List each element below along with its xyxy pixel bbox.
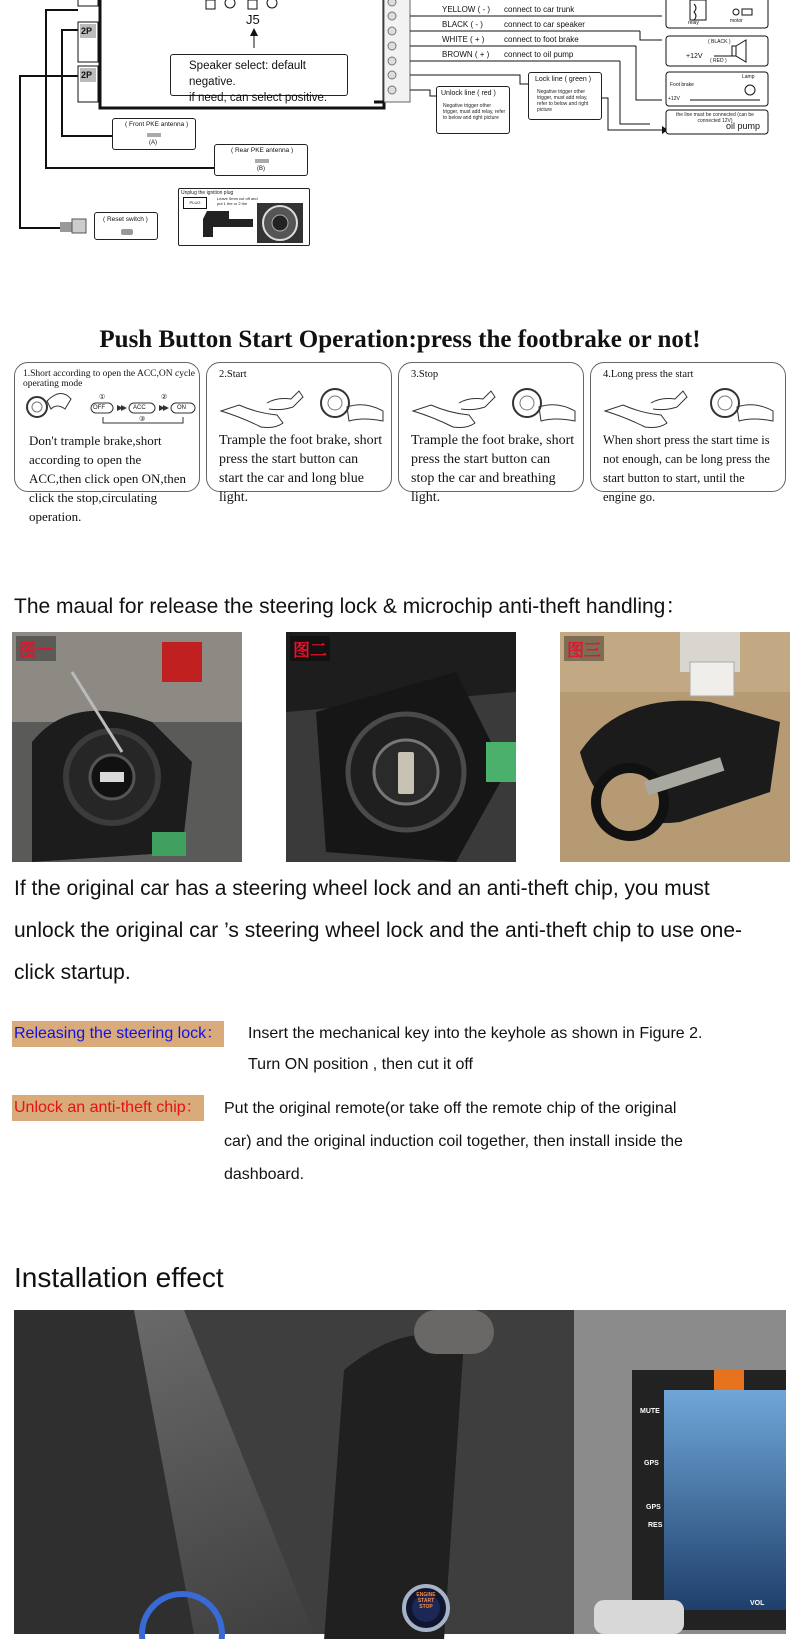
anti-theft-chip-desc-line: car) and the original induction coil together, then install inside the (224, 1133, 683, 1150)
speaker-note (189, 58, 347, 106)
unlock-line-note: Negative trigger other trigger, must add relay, refer to below and right picture (443, 103, 506, 121)
vol-label: VOL (750, 1600, 765, 1607)
wrapped-coil-photo (560, 632, 790, 862)
res-label: RES (648, 1522, 663, 1529)
wire-name: WHITE ( + ) (442, 35, 485, 44)
figure-label: 图三 (564, 636, 604, 661)
card-desc: Don't trample brake,short according to open the ACC,then click open ON,then click the stop,circulating operation. (29, 433, 187, 524)
plus12-label: +12V (668, 96, 680, 102)
steering-lock-photo (12, 632, 242, 862)
wire-function: connect to oil pump (504, 50, 574, 59)
lock-line-note: Negative trigger other trigger, must add relay, refer to below and right picture (537, 89, 589, 113)
card-title: 4.Long press the start (603, 369, 694, 380)
key-in-cylinder-photo (286, 632, 516, 862)
plus12-label: +12V (686, 53, 703, 60)
operation-card (398, 362, 584, 505)
switch-icon (121, 229, 133, 235)
step-number: ③ (139, 416, 146, 423)
dashboard-photo (14, 1310, 786, 1634)
antenna-icon (147, 133, 161, 137)
figure-3-photo (560, 632, 790, 862)
rear-antenna-label: ( Rear PKE antenna ) (231, 147, 294, 154)
anti-theft-chip-desc (224, 1092, 683, 1191)
front-antenna-box (112, 118, 196, 150)
speaker-note-box (170, 54, 348, 104)
mute-label: MUTE (640, 1408, 660, 1415)
plug-label: PLUG (183, 197, 207, 209)
anti-theft-chip-desc-line: Put the original remote(or take off the remote chip of the original (224, 1100, 677, 1117)
wire-function: connect to foot brake (504, 35, 579, 44)
card-desc: Trample the foot brake, short press the start button can start the car and long blue light. (219, 433, 383, 505)
button-text: ENGINE (416, 1592, 436, 1598)
speaker-note-line: Speaker select: default negative. (189, 60, 306, 88)
ignition-box (178, 188, 310, 246)
step-number: ① (99, 394, 106, 401)
lock-line-title: Lock line ( green ) (535, 76, 592, 83)
card-desc: Trample the foot brake, short press the start button can stop the car and breathing light. (411, 433, 575, 505)
card-title: 2.Start (219, 369, 247, 380)
oil-pump-label: oil pump (726, 121, 761, 131)
steering-lock-tag: Releasing the steering lock： (12, 1021, 224, 1047)
anti-theft-chip-tag: Unlock an anti-theft chip： (12, 1095, 204, 1121)
push-button-title: Push Button Start Operation:press the footbrake or not! (99, 326, 701, 353)
antenna-icon (255, 159, 269, 163)
card-title: 3.Stop (411, 369, 439, 380)
acc-on-cycle-icon (15, 381, 201, 431)
figure-label: 图二 (290, 636, 330, 661)
ignition-note-top: Unplug the ignition plug (181, 190, 234, 196)
step-number: ② (161, 394, 168, 401)
steering-lock-desc-line: Turn ON position , then cut it off (248, 1056, 473, 1073)
lamp-label: Lamp (742, 74, 755, 80)
rear-antenna-code: (B) (257, 166, 265, 172)
foot-brake-press-icon (591, 381, 787, 431)
foot-brake-press-icon (399, 381, 585, 431)
gps-label: GPS (646, 1504, 661, 1511)
wiring-diagram (0, 0, 800, 260)
installation-photo (14, 1310, 786, 1634)
figure-label: 图一 (16, 636, 56, 661)
figure-1-photo (12, 632, 242, 862)
rear-antenna-box (214, 144, 308, 176)
button-text: STOP (419, 1604, 433, 1610)
button-text: START (417, 1598, 435, 1604)
lock-line-box (528, 72, 602, 120)
wire-name: YELLOW ( - ) (442, 5, 491, 14)
unlock-line-title: Unlock line ( red ) (441, 90, 496, 97)
installation-heading: Installation effect (14, 1262, 224, 1293)
state-off: OFF (93, 405, 105, 411)
foot-brake-press-icon (207, 381, 393, 431)
speaker-note-line: if need, can select positive. (189, 92, 328, 104)
black-tag: ( BLACK ) (708, 39, 731, 45)
steering-lock-desc-line: Insert the mechanical key into the keyhole as shown in Figure 2. (248, 1025, 703, 1042)
operation-card (14, 362, 200, 524)
manual-heading: The maual for release the steering lock & microchip anti-theft handling： (14, 595, 687, 618)
state-acc: ACC (133, 405, 146, 411)
relay-label: relay (688, 20, 699, 26)
unlock-line-box (436, 86, 510, 134)
foot-brake-label: Foot brake (670, 82, 694, 88)
chip-lock-paragraph: If the original car has a steering wheel lock and an anti-theft chip, you must unlock the original car ’s steering wheel lock and the anti-theft chip to use one-click startup. (14, 877, 743, 984)
card-title: 1.Short according to open the ACC,ON cycle operating mode (23, 369, 196, 389)
red-tag: ( RED ) (710, 58, 727, 64)
card-desc: When short press the start time is not enough, can be long press the start button to start, until the engine go. (603, 433, 770, 504)
oil-pump-note: the line must be connected (can be connected 12V) (676, 112, 754, 124)
front-antenna-code: (A) (149, 140, 157, 146)
front-antenna-label: ( Front PKE antenna ) (125, 121, 189, 128)
operation-card (206, 362, 392, 505)
ignition-cylinder-icon (179, 189, 311, 247)
wire-function: connect to car trunk (504, 5, 575, 14)
ignition-note: Leave 5mm cut off and put 1 the or 2 the (217, 196, 258, 206)
wire-function: connect to car speaker (504, 20, 585, 29)
start-stop-button-label (406, 1592, 446, 1610)
steering-lock-desc (248, 1018, 702, 1080)
figure-2-photo (286, 632, 516, 862)
anti-theft-chip-desc-line: dashboard. (224, 1166, 305, 1183)
operation-card (590, 362, 786, 504)
connector-2p-label: 2P (81, 26, 93, 36)
motor-label: motor (730, 18, 743, 24)
j5-label: J5 (246, 12, 260, 27)
state-on: ON (177, 405, 186, 411)
wire-name: BLACK ( - ) (442, 20, 483, 29)
connector-2p-label: 2P (81, 70, 93, 80)
reset-switch-label: ( Reset switch ) (103, 216, 148, 223)
reset-switch-box (94, 212, 158, 240)
wire-name: BROWN ( + ) (442, 50, 490, 59)
gps-label: GPS (644, 1460, 659, 1467)
